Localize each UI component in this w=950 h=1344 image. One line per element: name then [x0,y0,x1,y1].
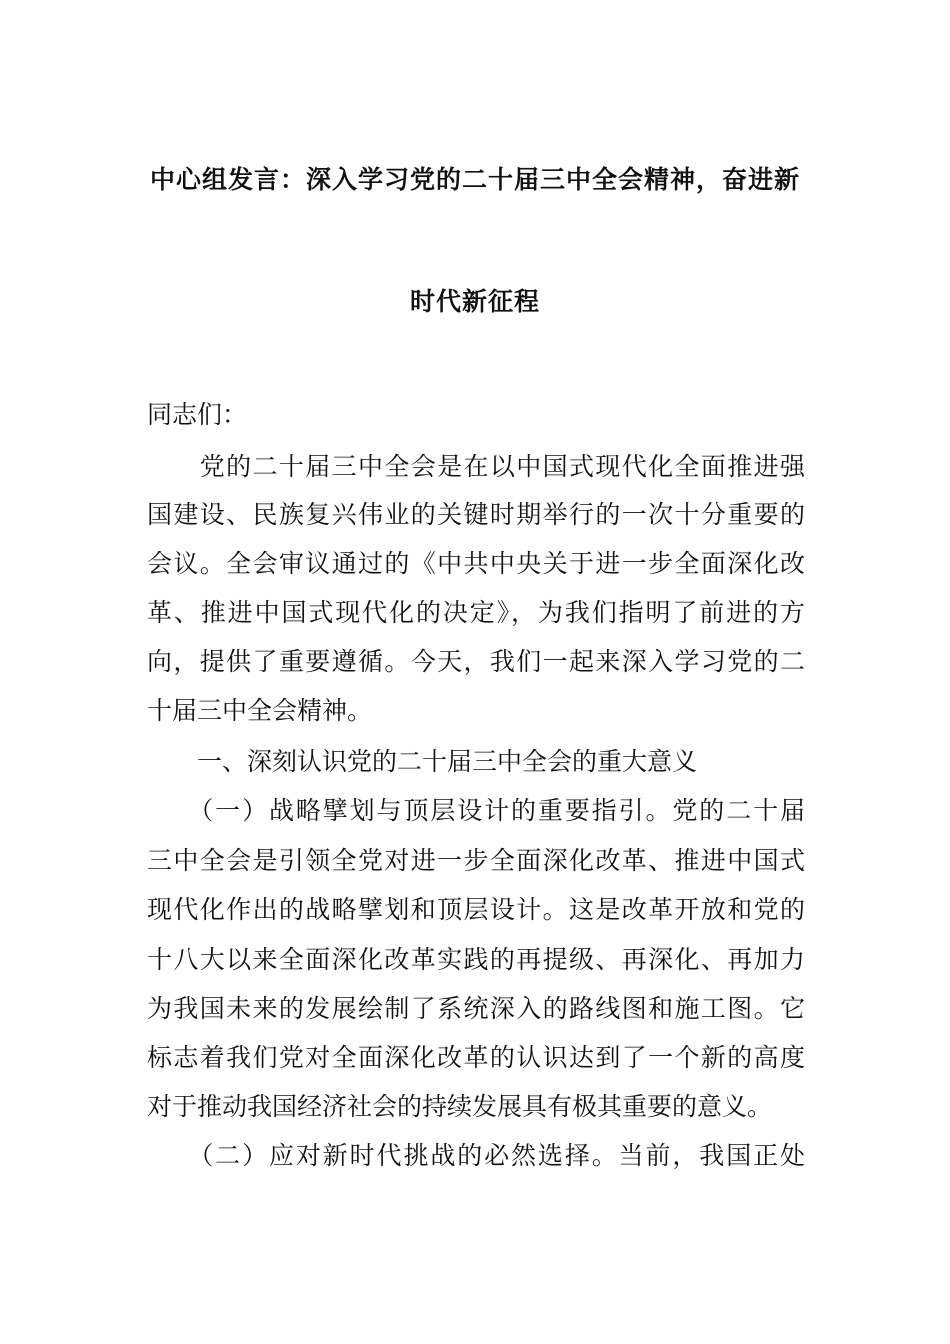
body-line: 三中全会是引领全党对进一步全面深化改革、推进中国式 [147,846,805,875]
salutation: 同志们： [147,400,248,429]
body-line: 标志着我们党对全面深化改革的认识达到了一个新的高度 [147,1043,805,1072]
body-line: 对于推动我国经济社会的持续发展具有极其重要的意义。 [147,1092,773,1121]
document-title-line-1: 中心组发言：深入学习党的二十届三中全会精神，奋进新 [149,165,800,194]
body-line: 革、推进中国式现代化的决定》，为我们指明了前进的方 [147,598,805,627]
body-line: 为我国未来的发展绘制了系统深入的路线图和施工图。它 [147,994,805,1023]
body-line: 十届三中全会精神。 [147,696,373,725]
body-line: 会议。全会审议通过的《中共中央关于进一步全面深化改 [147,549,805,578]
body-line: 现代化作出的战略擘划和顶层设计。这是改革开放和党的 [147,895,805,924]
section-heading: 一、深刻认识党的二十届三中全会的重大意义 [147,747,698,776]
body-line: 向，提供了重要遵循。今天，我们一起来深入学习党的二 [147,647,805,676]
document-title-line-2: 时代新征程 [409,287,540,316]
body-line: 十八大以来全面深化改革实践的再提级、再深化、再加力 [147,945,805,974]
body-line: 党的二十届三中全会是在以中国式现代化全面推进强 [147,452,805,481]
body-line: （一）战略擘划与顶层设计的重要指引。党的二十届 [147,796,805,825]
body-line: （二）应对新时代挑战的必然选择。当前，我国正处 [147,1141,805,1170]
body-line: 国建设、民族复兴伟业的关键时期举行的一次十分重要的 [147,500,805,529]
